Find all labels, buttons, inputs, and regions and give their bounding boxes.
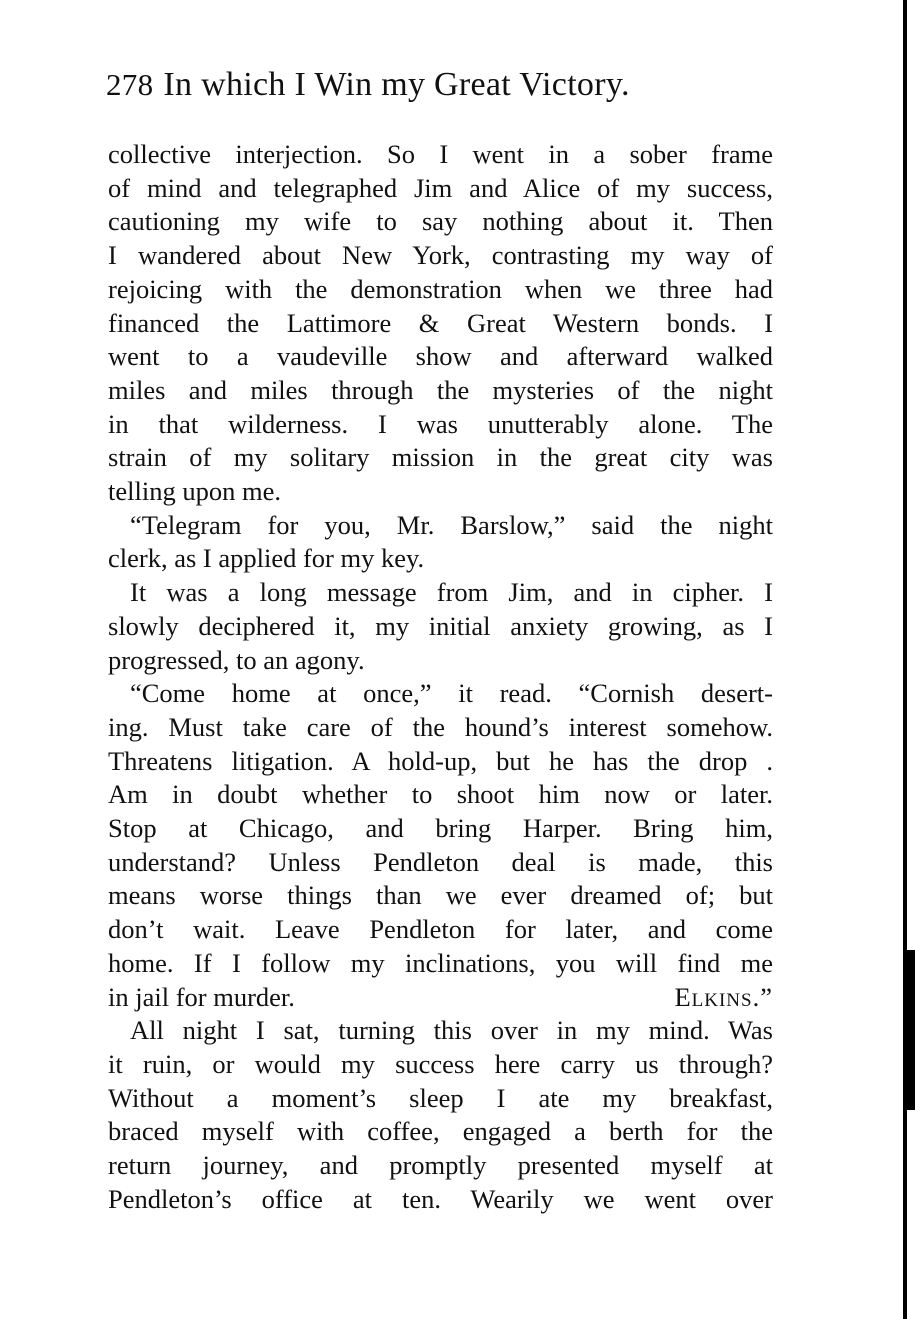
text-line: means worse things than we ever dreamed of; but (108, 880, 773, 911)
text-line: strain of my solitary mission in the great city was (108, 442, 773, 473)
text-line: went to a vaudeville show and afterward walked (108, 341, 773, 372)
text-line: “Come home at once,” it read. “Cornish desert- (130, 678, 773, 709)
chapter-title: In which I Win my Great Victory. (163, 66, 630, 103)
text-line: telling upon me. (108, 476, 281, 506)
text-line: progressed, to an agony. (108, 644, 365, 675)
text-line: return journey, and promptly presented myself at (108, 1150, 773, 1180)
text-line: in that wilderness. I was unutterably alone. The (108, 408, 773, 439)
text-line-content: in jail for murder. (108, 981, 295, 1012)
text-line: miles and miles through the mysteries of the night (108, 374, 773, 405)
text-line: clerk, as I applied for my key. (108, 543, 425, 574)
text-line: collective interjection. So I went in a sober frame (108, 139, 773, 169)
text-line (108, 980, 773, 1014)
text-line: Am in doubt whether to shoot him now or later. (108, 779, 773, 810)
text-line: Threatens litigation. A hold-up, but he has the drop . (108, 745, 773, 776)
running-header (106, 66, 630, 104)
signature: Elkins.” (674, 981, 773, 1012)
text-line: financed the Lattimore & Great Western bonds. I (108, 307, 773, 338)
text-line: Without a moment’s sleep I ate my breakfast, (108, 1082, 773, 1113)
text-line: I wandered about New York, contrasting my way of (108, 240, 773, 271)
page-number: 278 (106, 67, 154, 102)
text-line: Pendleton’s office at ten. Wearily we went over (108, 1183, 773, 1214)
text-line: braced myself with coffee, engaged a berth for the (108, 1116, 773, 1147)
text-line: don’t wait. Leave Pendleton for later, and come (108, 914, 773, 945)
text-line: All night I sat, turning this over in my mind. Was (130, 1015, 773, 1046)
page-edge-rule (903, 0, 907, 1319)
text-line: rejoicing with the demonstration when we three had (108, 273, 773, 304)
text-line: understand? Unless Pendleton deal is made, this (108, 846, 773, 877)
text-line: home. If I follow my inclinations, you will find me (108, 947, 773, 978)
text-line: Stop at Chicago, and bring Harper. Bring him, (108, 813, 773, 843)
text-line: cautioning my wife to say nothing about it. Then (108, 206, 773, 237)
text-line: slowly deciphered it, my initial anxiety growing, as I (108, 610, 773, 641)
text-line: it ruin, or would my success here carry us through? (108, 1048, 773, 1079)
text-line: “Telegram for you, Mr. Barslow,” said the night (130, 509, 773, 540)
page-edge-shadow (907, 950, 915, 1110)
text-line: It was a long message from Jim, and in cipher. I (130, 577, 773, 608)
text-line: of mind and telegraphed Jim and Alice of my success, (108, 172, 773, 203)
text-line: ing. Must take care of the hound’s interest somehow. (108, 711, 773, 742)
